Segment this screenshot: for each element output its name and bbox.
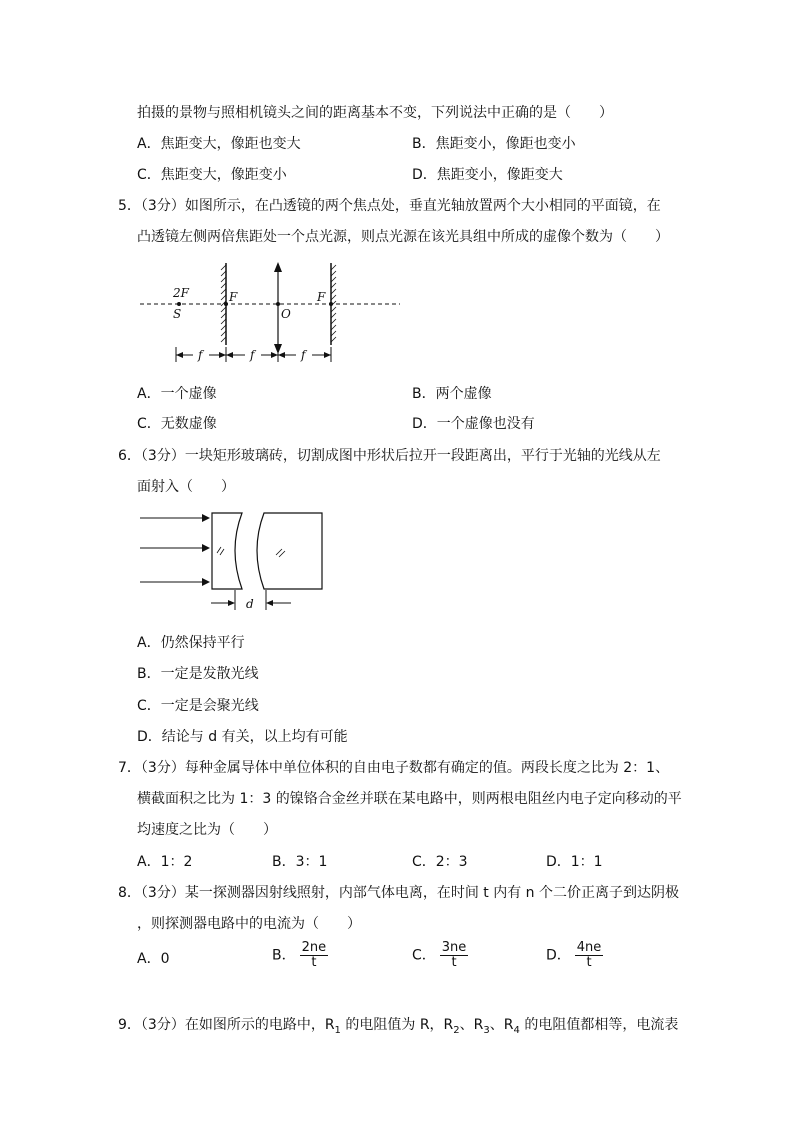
- subscript: 3: [483, 1024, 490, 1036]
- label-s: S: [173, 307, 182, 321]
- subscript: 1: [334, 1024, 341, 1036]
- q9-stem-line-1: [118, 1016, 678, 1040]
- q4-option-d: D．焦距变小，像距变大: [412, 167, 563, 183]
- q8-option-d-fraction: [575, 941, 604, 970]
- q8-stem-line-1: 8．（3分）某一探测器因射线照射，内部气体电离，在时间 t 内有 n 个二价正离子到达阴极: [118, 885, 679, 901]
- q7-stem-line-1: 7．（3分）每种金属导体中单位体积的自由电子数都有确定的值。两段长度之比为 2：1、: [118, 760, 670, 776]
- q8-option-a: A．0: [137, 951, 170, 967]
- ray-arrow-1: [202, 514, 210, 522]
- incident-rays: [140, 518, 205, 582]
- q8-option-d: [546, 941, 603, 970]
- q7-option-a: A．1：2: [137, 854, 193, 870]
- ray-arrow-2: [202, 544, 210, 552]
- fraction-denominator: t: [311, 955, 317, 970]
- q4-option-c: C．焦距变大，像距变小: [137, 167, 287, 183]
- q9-text-part: 的电阻值为 R，R: [340, 1017, 454, 1033]
- dim-f-3: f: [301, 348, 306, 362]
- dim-f-2: f: [250, 348, 255, 362]
- q5-option-b: B．两个虚像: [412, 386, 492, 402]
- q4-option-a: A．焦距变大，像距也变大: [137, 136, 301, 152]
- q4-option-b: B．焦距变小，像距也变小: [412, 136, 576, 152]
- q5-option-d: D．一个虚像也没有: [412, 416, 535, 432]
- q8-option-b-fraction: [300, 941, 329, 970]
- label-f-left: F: [229, 290, 238, 304]
- q6-stem-line-2: 面射入（ ）: [137, 479, 235, 495]
- subscript: 4: [513, 1024, 520, 1036]
- q5-option-c: C．无数虚像: [137, 416, 217, 432]
- glass-texture-marks: [217, 547, 285, 557]
- label-o: O: [281, 307, 291, 321]
- q5-stem-line-2: 凸透镜左侧两倍焦距处一个点光源，则点光源在该光具组中所成的虚像个数为（ ）: [137, 229, 669, 245]
- q7-stem-line-2: 横截面积之比为 1：3 的镍铬合金丝并联在某电路中，则两根电阻丝内电子定向移动的平: [137, 791, 682, 807]
- q6-option-b: B．一定是发散光线: [137, 666, 259, 682]
- q8-option-c-prefix: C．: [412, 947, 436, 964]
- fraction-numerator: 2ne: [301, 940, 327, 955]
- fraction-numerator: 3ne: [441, 940, 467, 955]
- dim-d: d: [246, 597, 254, 611]
- fraction-denominator: t: [451, 955, 457, 970]
- q8-option-d-prefix: D．: [546, 947, 571, 964]
- q8-option-b: [272, 941, 328, 970]
- label-f-right: F: [317, 290, 326, 304]
- left-glass-piece: [212, 513, 242, 589]
- subscript: 2: [453, 1024, 460, 1036]
- q8-option-c: [412, 941, 468, 970]
- q6-option-a: A．仍然保持平行: [137, 635, 245, 651]
- fraction-numerator: 4ne: [576, 940, 602, 955]
- q7-option-b: B．3：1: [272, 854, 328, 870]
- q9-text-part: 的电阻值都相等，电流表: [519, 1017, 679, 1033]
- q9-text-part: 、R: [489, 1017, 514, 1033]
- q6-stem-line-1: 6．（3分）一块矩形玻璃砖，切割成图中形状后拉开一段距离出，平行于光轴的光线从左: [118, 448, 661, 464]
- fraction-denominator: t: [586, 955, 592, 970]
- q5-stem-line-1: 5．（3分）如图所示，在凸透镜的两个焦点处，垂直光轴放置两个大小相同的平面镜，在: [118, 198, 661, 214]
- dim-f-1: f: [198, 348, 203, 362]
- q4-stem-line: 拍摄的景物与照相机镜头之间的距离基本不变，下列说法中正确的是（ ）: [137, 105, 613, 121]
- q8-option-c-fraction: [440, 941, 469, 970]
- label-2f: 2F: [173, 286, 189, 300]
- right-glass-piece: [257, 513, 322, 589]
- q7-option-d: D．1：1: [546, 854, 603, 870]
- q7-stem-line-3: 均速度之比为（ ）: [137, 822, 277, 838]
- ray-arrow-3: [202, 578, 210, 586]
- q9-text-part: 9．（3分）在如图所示的电路中，R: [118, 1017, 335, 1033]
- q8-option-b-prefix: B．: [272, 947, 296, 964]
- q5-option-a: A．一个虚像: [137, 386, 217, 402]
- q9-text-part: 、R: [459, 1017, 484, 1033]
- q6-option-d: D．结论与 d 有关，以上均有可能: [137, 729, 348, 745]
- q6-option-c: C．一定是会聚光线: [137, 698, 259, 714]
- q8-stem-line-2: ，则探测器电路中的电流为（ ）: [137, 916, 361, 932]
- q7-option-c: C．2：3: [412, 854, 468, 870]
